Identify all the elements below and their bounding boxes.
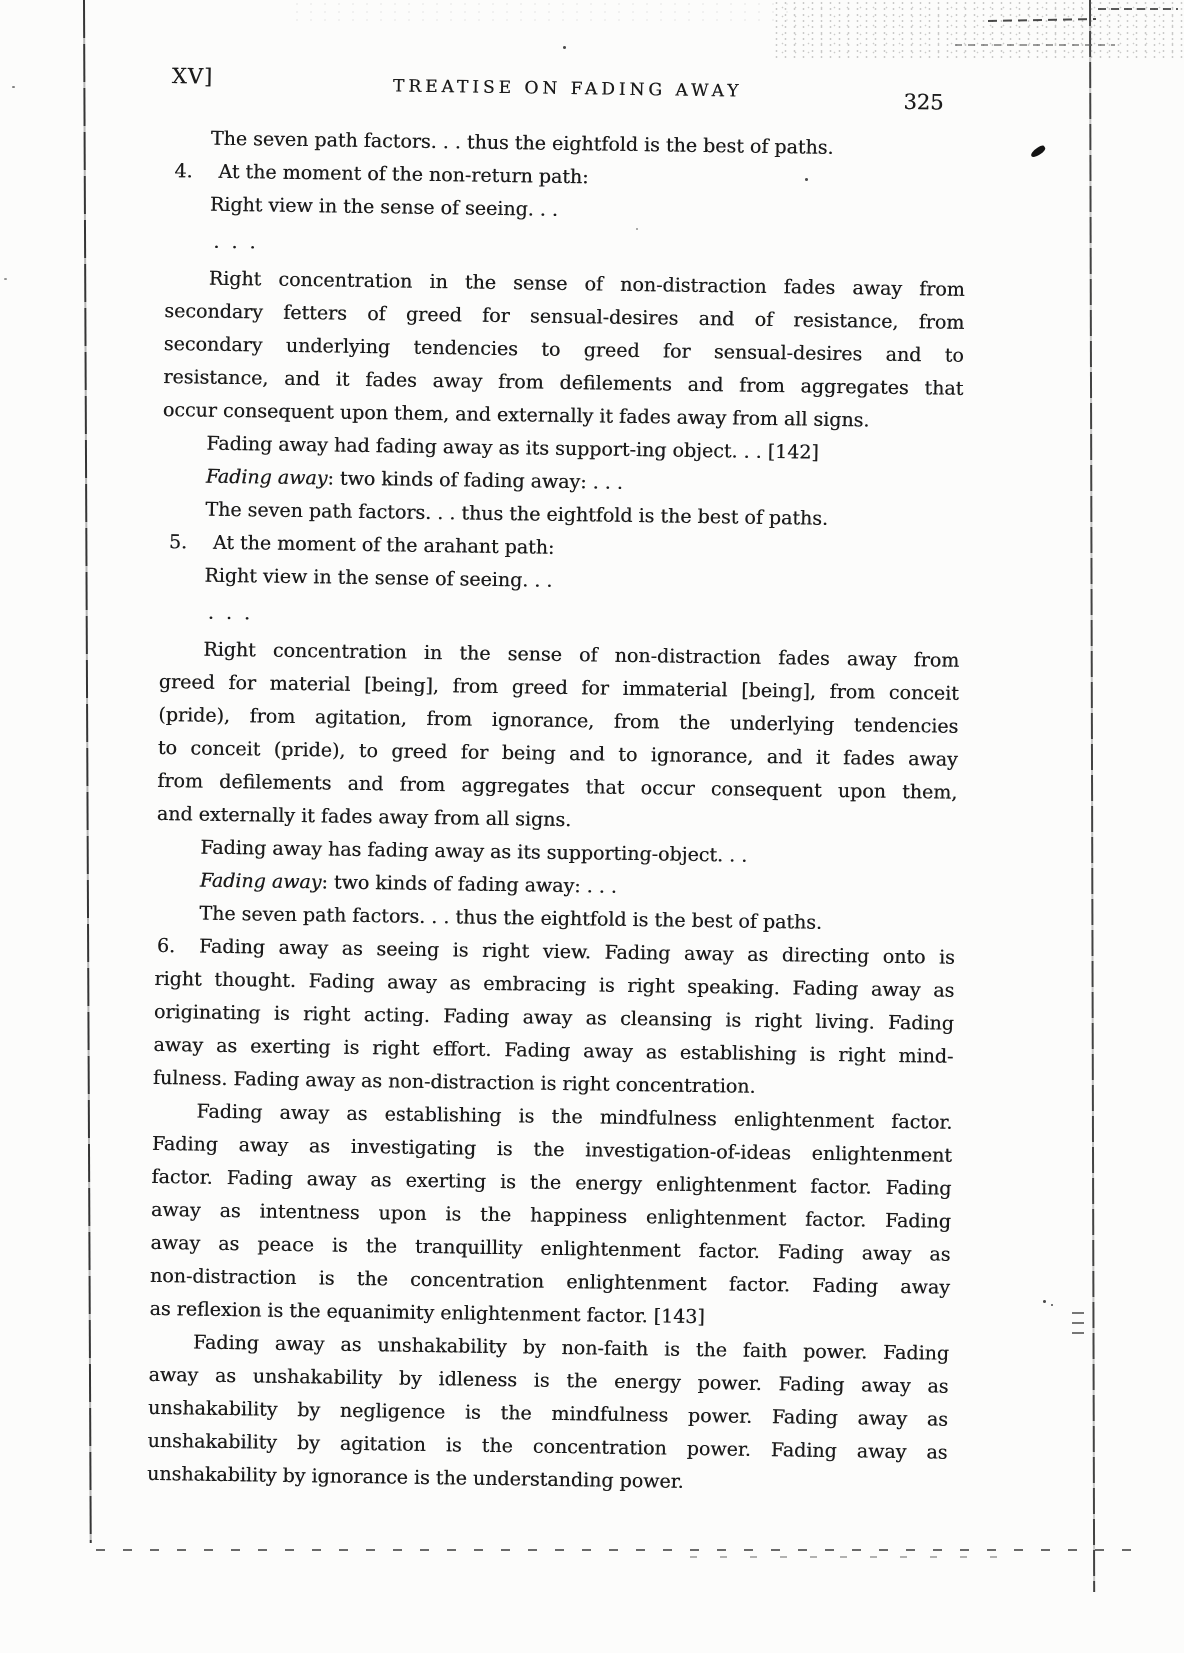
paragraph-line: to conceit (pride), to greed for being and to ignorance, and it fades away xyxy=(157,736,958,771)
text-line: Fading away had fading away as its support-ing object. . . [142] xyxy=(206,432,819,464)
ellipsis-line: . . . xyxy=(207,601,254,625)
paragraph-line: resistance, and it fades away from defilements and from aggregates that xyxy=(163,365,964,400)
ink-speck xyxy=(12,86,15,88)
ink-speck xyxy=(1043,1300,1046,1303)
ellipsis-line: . . . xyxy=(213,230,259,254)
paragraph-line: Fading away as investigating is the investigation-of-ideas enlightenment xyxy=(151,1132,953,1167)
paragraph-line: non-distraction is the concentration enlightenment factor. Fading away xyxy=(149,1264,951,1299)
ink-speck xyxy=(4,278,7,280)
paragraph-line: greed for material [being], from greed for immaterial [being], from conceit xyxy=(158,670,959,705)
text-line: The seven path factors. . . thus the eightfold is the best of paths. xyxy=(205,498,829,530)
paragraph-line: away as exerting is right effort. Fading away as establishing is right mind- xyxy=(153,1033,954,1068)
item-number: 5. xyxy=(168,531,188,554)
ink-speck xyxy=(1051,1304,1053,1306)
paragraph-line: 6. Fading away as seeing is right view. Fading away as directing onto is xyxy=(156,934,955,969)
left-margin-rule xyxy=(83,0,92,1543)
paragraph-line: Fading away as unshakability by non-faith is the faith power. Fading xyxy=(192,1331,950,1365)
scan-smudge-dash xyxy=(955,44,1115,46)
page-body xyxy=(147,122,967,1503)
ink-mark xyxy=(1029,144,1046,158)
paragraph-line: from defilements and from aggregates that occur consequent upon them, xyxy=(157,769,958,804)
page xyxy=(146,64,968,1493)
paragraph-line: and externally it fades away from all signs. xyxy=(156,802,572,832)
scan-tick-marks xyxy=(1072,1312,1084,1338)
scan-smudge-dash xyxy=(1098,8,1178,10)
paragraph-line: right thought. Fading away as embracing is right speaking. Fading away as xyxy=(154,967,955,1002)
paragraph-line: unshakability by ignorance is the understanding power. xyxy=(146,1462,684,1493)
paragraph-line: away as intentness upon is the happiness enlightenment factor. Fading xyxy=(150,1198,952,1233)
paragraph-line: fulness. Fading away as non-distraction is right concentration. xyxy=(152,1066,756,1098)
item-number: 4. xyxy=(174,160,193,183)
italic-lead: Fading away xyxy=(199,869,322,894)
text-line: The seven path factors. . . thus the eightfold is the best of paths. xyxy=(210,127,834,159)
page-number: 325 xyxy=(903,89,944,115)
paragraph-line: secondary fetters of greed for sensual-desires and of resistance, from xyxy=(164,299,965,334)
text-line: Right view in the sense of seeing. . . xyxy=(209,193,559,221)
italic-lead: Fading away xyxy=(205,465,328,490)
paragraph-line: factor. Fading away as exerting is the energy enlightenment factor. Fading xyxy=(151,1165,952,1200)
bottom-dotted-rule xyxy=(690,1556,1020,1558)
text-line: Fading away: two kinds of fading away: . . . xyxy=(205,465,624,494)
right-margin-rule xyxy=(1089,0,1095,1592)
numbered-text-line: 4. At the moment of the non-return path: xyxy=(166,155,966,200)
scan-noise-top xyxy=(290,0,790,26)
ink-speck xyxy=(563,46,566,49)
text-line: Fading away has fading away as its supporting-object. . . xyxy=(200,836,748,867)
page-title: TREATISE ON FADING AWAY xyxy=(392,76,743,102)
paragraph-line: secondary underlying tendencies to greed for sensual-desires and to xyxy=(163,332,964,367)
chapter-marker: XV] xyxy=(171,64,214,89)
paragraph-line: Fading away as establishing is the mindfulness enlightenment factor. xyxy=(196,1100,953,1134)
item-number: 6. xyxy=(156,934,176,958)
paragraph-line: unshakability by negligence is the mindfulness power. Fading away as xyxy=(147,1396,949,1431)
paragraph-line: Right concentration in the sense of non-distraction fades away from xyxy=(208,267,965,301)
paragraph-line: (pride), from agitation, from ignorance, from the underlying tendencies xyxy=(158,703,959,738)
text-line: Right view in the sense of seeing. . . xyxy=(204,564,553,592)
paragraph-line: as reflexion is the equanimity enlightenment factor. [143] xyxy=(149,1297,705,1329)
paragraph-line: away as peace is the tranquillity enlightenment factor. Fading away as xyxy=(150,1231,951,1266)
numbered-text-line: 5. At the moment of the arahant path: xyxy=(161,526,961,571)
paragraph-line: occur consequent upon them, and externally it fades away from all signs. xyxy=(162,398,870,432)
bottom-dotted-rule xyxy=(96,1549,1146,1551)
paragraph-line: unshakability by agitation is the concentration power. Fading away as xyxy=(147,1429,948,1464)
paragraph-line: originating is right acting. Fading away as cleansing is right living. Fading xyxy=(153,1000,955,1035)
text-line: Fading away: two kinds of fading away: . . . xyxy=(199,869,618,898)
paragraph-line: Right concentration in the sense of non-distraction fades away from xyxy=(203,638,960,672)
paragraph-line: away as unshakability by idleness is the energy power. Fading away as xyxy=(148,1363,949,1398)
text-line: The seven path factors. . . thus the eightfold is the best of paths. xyxy=(199,902,823,934)
